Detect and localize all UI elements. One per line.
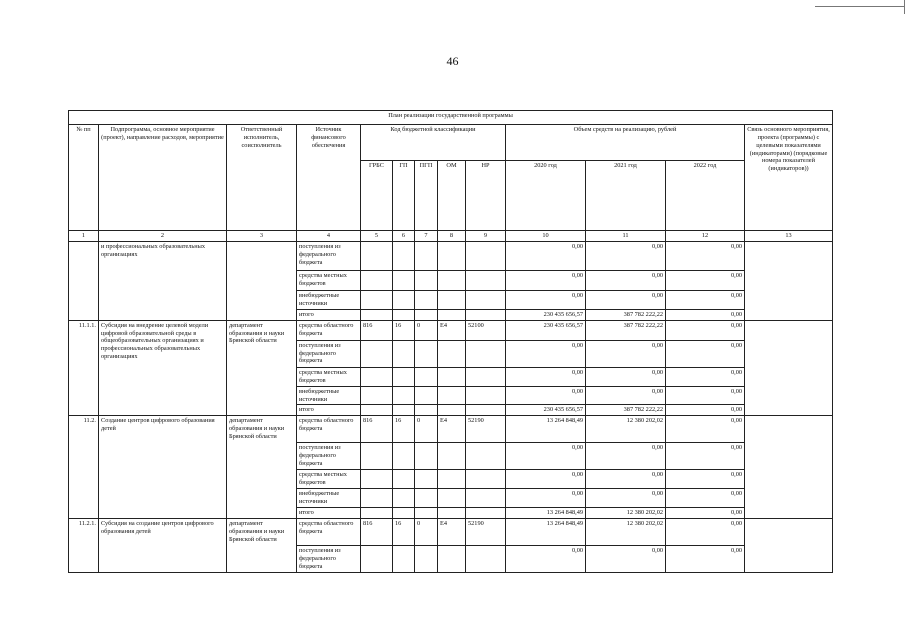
- value-2020: 0,00: [506, 386, 586, 405]
- value-2021: 0,00: [586, 489, 666, 508]
- om-code: Е4: [438, 320, 466, 340]
- value-2022: 0,00: [666, 290, 745, 309]
- cont-num: [69, 241, 99, 320]
- source-cell: средства областного бюджета: [297, 320, 361, 340]
- value-2020: 0,00: [506, 367, 586, 386]
- row-number: 11.1.1.: [69, 320, 99, 416]
- col-number: 9: [466, 231, 506, 242]
- gp-code: 16: [393, 416, 415, 443]
- om-code: Е4: [438, 416, 466, 443]
- source-cell: средства местных бюджетов: [297, 367, 361, 386]
- value-2022: 0,00: [666, 405, 745, 416]
- header-grbs: ГРБС: [361, 161, 393, 231]
- link-cell: [745, 241, 833, 320]
- row-number: 11.2.: [69, 416, 99, 519]
- gp-code: 16: [393, 518, 415, 545]
- value-2021: 0,00: [586, 270, 666, 290]
- col-number: 11: [586, 231, 666, 242]
- value-2021: 0,00: [586, 545, 666, 572]
- header-name: Подпрограмма, основное мероприятие (проект), направление расходов, мероприятие: [99, 125, 227, 231]
- cont-name: и профессиональных образовательных организациях: [99, 241, 227, 320]
- nr-code: 52190: [466, 416, 506, 443]
- value-2020: 13 264 848,49: [506, 416, 586, 443]
- value-2021: 0,00: [586, 290, 666, 309]
- value-2021: 0,00: [586, 470, 666, 489]
- cont-resp: [227, 241, 297, 320]
- link-cell: [745, 518, 833, 572]
- value-2020: 230 435 656,57: [506, 405, 586, 416]
- source-cell: поступления из федерального бюджета: [297, 443, 361, 470]
- source-cell: средства местных бюджетов: [297, 270, 361, 290]
- om-code: Е4: [438, 518, 466, 545]
- row-name: Создание центров цифрового образования детей: [99, 416, 227, 519]
- pgp-code: 0: [415, 416, 438, 443]
- value-2022: 0,00: [666, 386, 745, 405]
- gp-code: 16: [393, 320, 415, 340]
- value-2022: 0,00: [666, 270, 745, 290]
- value-2021: 0,00: [586, 241, 666, 270]
- row-responsible: департамент образования и науки Брянской области: [227, 416, 297, 519]
- value-2021: 12 380 202,02: [586, 416, 666, 443]
- value-2020: 0,00: [506, 290, 586, 309]
- value-2020: 13 264 848,49: [506, 508, 586, 519]
- value-2021: 387 782 222,22: [586, 320, 666, 340]
- value-2020: 0,00: [506, 470, 586, 489]
- header-nr: НР: [466, 161, 506, 231]
- grbs-code: 816: [361, 320, 393, 340]
- link-cell: [745, 416, 833, 519]
- value-2021: 0,00: [586, 340, 666, 367]
- plan-table: [68, 110, 833, 573]
- value-2022: 0,00: [666, 489, 745, 508]
- value-2020: 230 435 656,57: [506, 309, 586, 320]
- source-cell: итого: [297, 405, 361, 416]
- header-num: № пп: [69, 125, 99, 231]
- value-2020: 0,00: [506, 545, 586, 572]
- col-number: 3: [227, 231, 297, 242]
- source-cell: внебюджетные источники: [297, 290, 361, 309]
- source-cell: внебюджетные источники: [297, 386, 361, 405]
- col-number: 5: [361, 231, 393, 242]
- grbs-code: 816: [361, 416, 393, 443]
- table-title: План реализации государственной программы: [69, 111, 833, 125]
- row-name: Субсидия на внедрение целевой модели цифровой образовательной среды в общеобразовательных организациях и профессиональных образовательных организациях: [99, 320, 227, 416]
- value-2021: 0,00: [586, 367, 666, 386]
- value-2021: 12 380 202,02: [586, 508, 666, 519]
- col-number: 10: [506, 231, 586, 242]
- value-2022: 0,00: [666, 416, 745, 443]
- header-gp: ГП: [393, 161, 415, 231]
- row-responsible: департамент образования и науки Брянской области: [227, 518, 297, 572]
- value-2022: 0,00: [666, 340, 745, 367]
- value-2022: 0,00: [666, 320, 745, 340]
- value-2022: 0,00: [666, 508, 745, 519]
- header-kbk: Код бюджетной классификации: [361, 125, 506, 161]
- header-2021: 2021 год: [586, 161, 666, 231]
- value-2021: 12 380 202,02: [586, 518, 666, 545]
- value-2020: 0,00: [506, 270, 586, 290]
- link-cell: [745, 320, 833, 416]
- col-number: 13: [745, 231, 833, 242]
- value-2022: 0,00: [666, 470, 745, 489]
- source-cell: итого: [297, 508, 361, 519]
- value-2021: 0,00: [586, 443, 666, 470]
- col-number: 8: [438, 231, 466, 242]
- value-2021: 387 782 222,22: [586, 405, 666, 416]
- source-cell: поступления из федерального бюджета: [297, 241, 361, 270]
- header-2022: 2022 год: [666, 161, 745, 231]
- source-cell: итого: [297, 309, 361, 320]
- source-cell: поступления из федерального бюджета: [297, 340, 361, 367]
- col-number: 6: [393, 231, 415, 242]
- col-number: 12: [666, 231, 745, 242]
- pgp-code: 0: [415, 518, 438, 545]
- value-2021: 387 782 222,22: [586, 309, 666, 320]
- row-number: 11.2.1.: [69, 518, 99, 572]
- col-number: 7: [415, 231, 438, 242]
- source-cell: средства местных бюджетов: [297, 470, 361, 489]
- col-number: 2: [99, 231, 227, 242]
- nr-code: 52100: [466, 320, 506, 340]
- page-number: 46: [446, 54, 459, 68]
- header-2020: 2020 год: [506, 161, 586, 231]
- grbs-code: 816: [361, 518, 393, 545]
- source-cell: внебюджетные источники: [297, 489, 361, 508]
- value-2022: 0,00: [666, 545, 745, 572]
- header-om: ОМ: [438, 161, 466, 231]
- header-volume: Объем средств на реализацию, рублей: [506, 125, 745, 161]
- value-2021: 0,00: [586, 386, 666, 405]
- value-2020: 0,00: [506, 443, 586, 470]
- header-pgp: ПГП: [415, 161, 438, 231]
- value-2020: 0,00: [506, 340, 586, 367]
- value-2022: 0,00: [666, 443, 745, 470]
- value-2022: 0,00: [666, 241, 745, 270]
- value-2020: 0,00: [506, 241, 586, 270]
- value-2022: 0,00: [666, 309, 745, 320]
- pgp-code: 0: [415, 320, 438, 340]
- value-2022: 0,00: [666, 518, 745, 545]
- source-cell: средства областного бюджета: [297, 416, 361, 443]
- col-number: 1: [69, 231, 99, 242]
- value-2020: 13 264 848,49: [506, 518, 586, 545]
- value-2020: 0,00: [506, 489, 586, 508]
- row-name: Субсидия на создание центров цифрового образования детей: [99, 518, 227, 572]
- value-2020: 230 435 656,57: [506, 320, 586, 340]
- top-rule: [815, 6, 905, 7]
- header-responsible: Ответственный исполнитель, соисполнитель: [227, 125, 297, 231]
- nr-code: 52190: [466, 518, 506, 545]
- source-cell: поступления из федерального бюджета: [297, 545, 361, 572]
- header-source: Источник финансового обеспечения: [297, 125, 361, 231]
- value-2022: 0,00: [666, 367, 745, 386]
- source-cell: средства областного бюджета: [297, 518, 361, 545]
- col-number: 4: [297, 231, 361, 242]
- header-link: Связь основного мероприятия, проекта (программы) с целевыми показателями (индикаторами) (порядковые номера показателей (индикаторов)): [745, 125, 833, 231]
- row-responsible: департамент образования и науки Брянской области: [227, 320, 297, 416]
